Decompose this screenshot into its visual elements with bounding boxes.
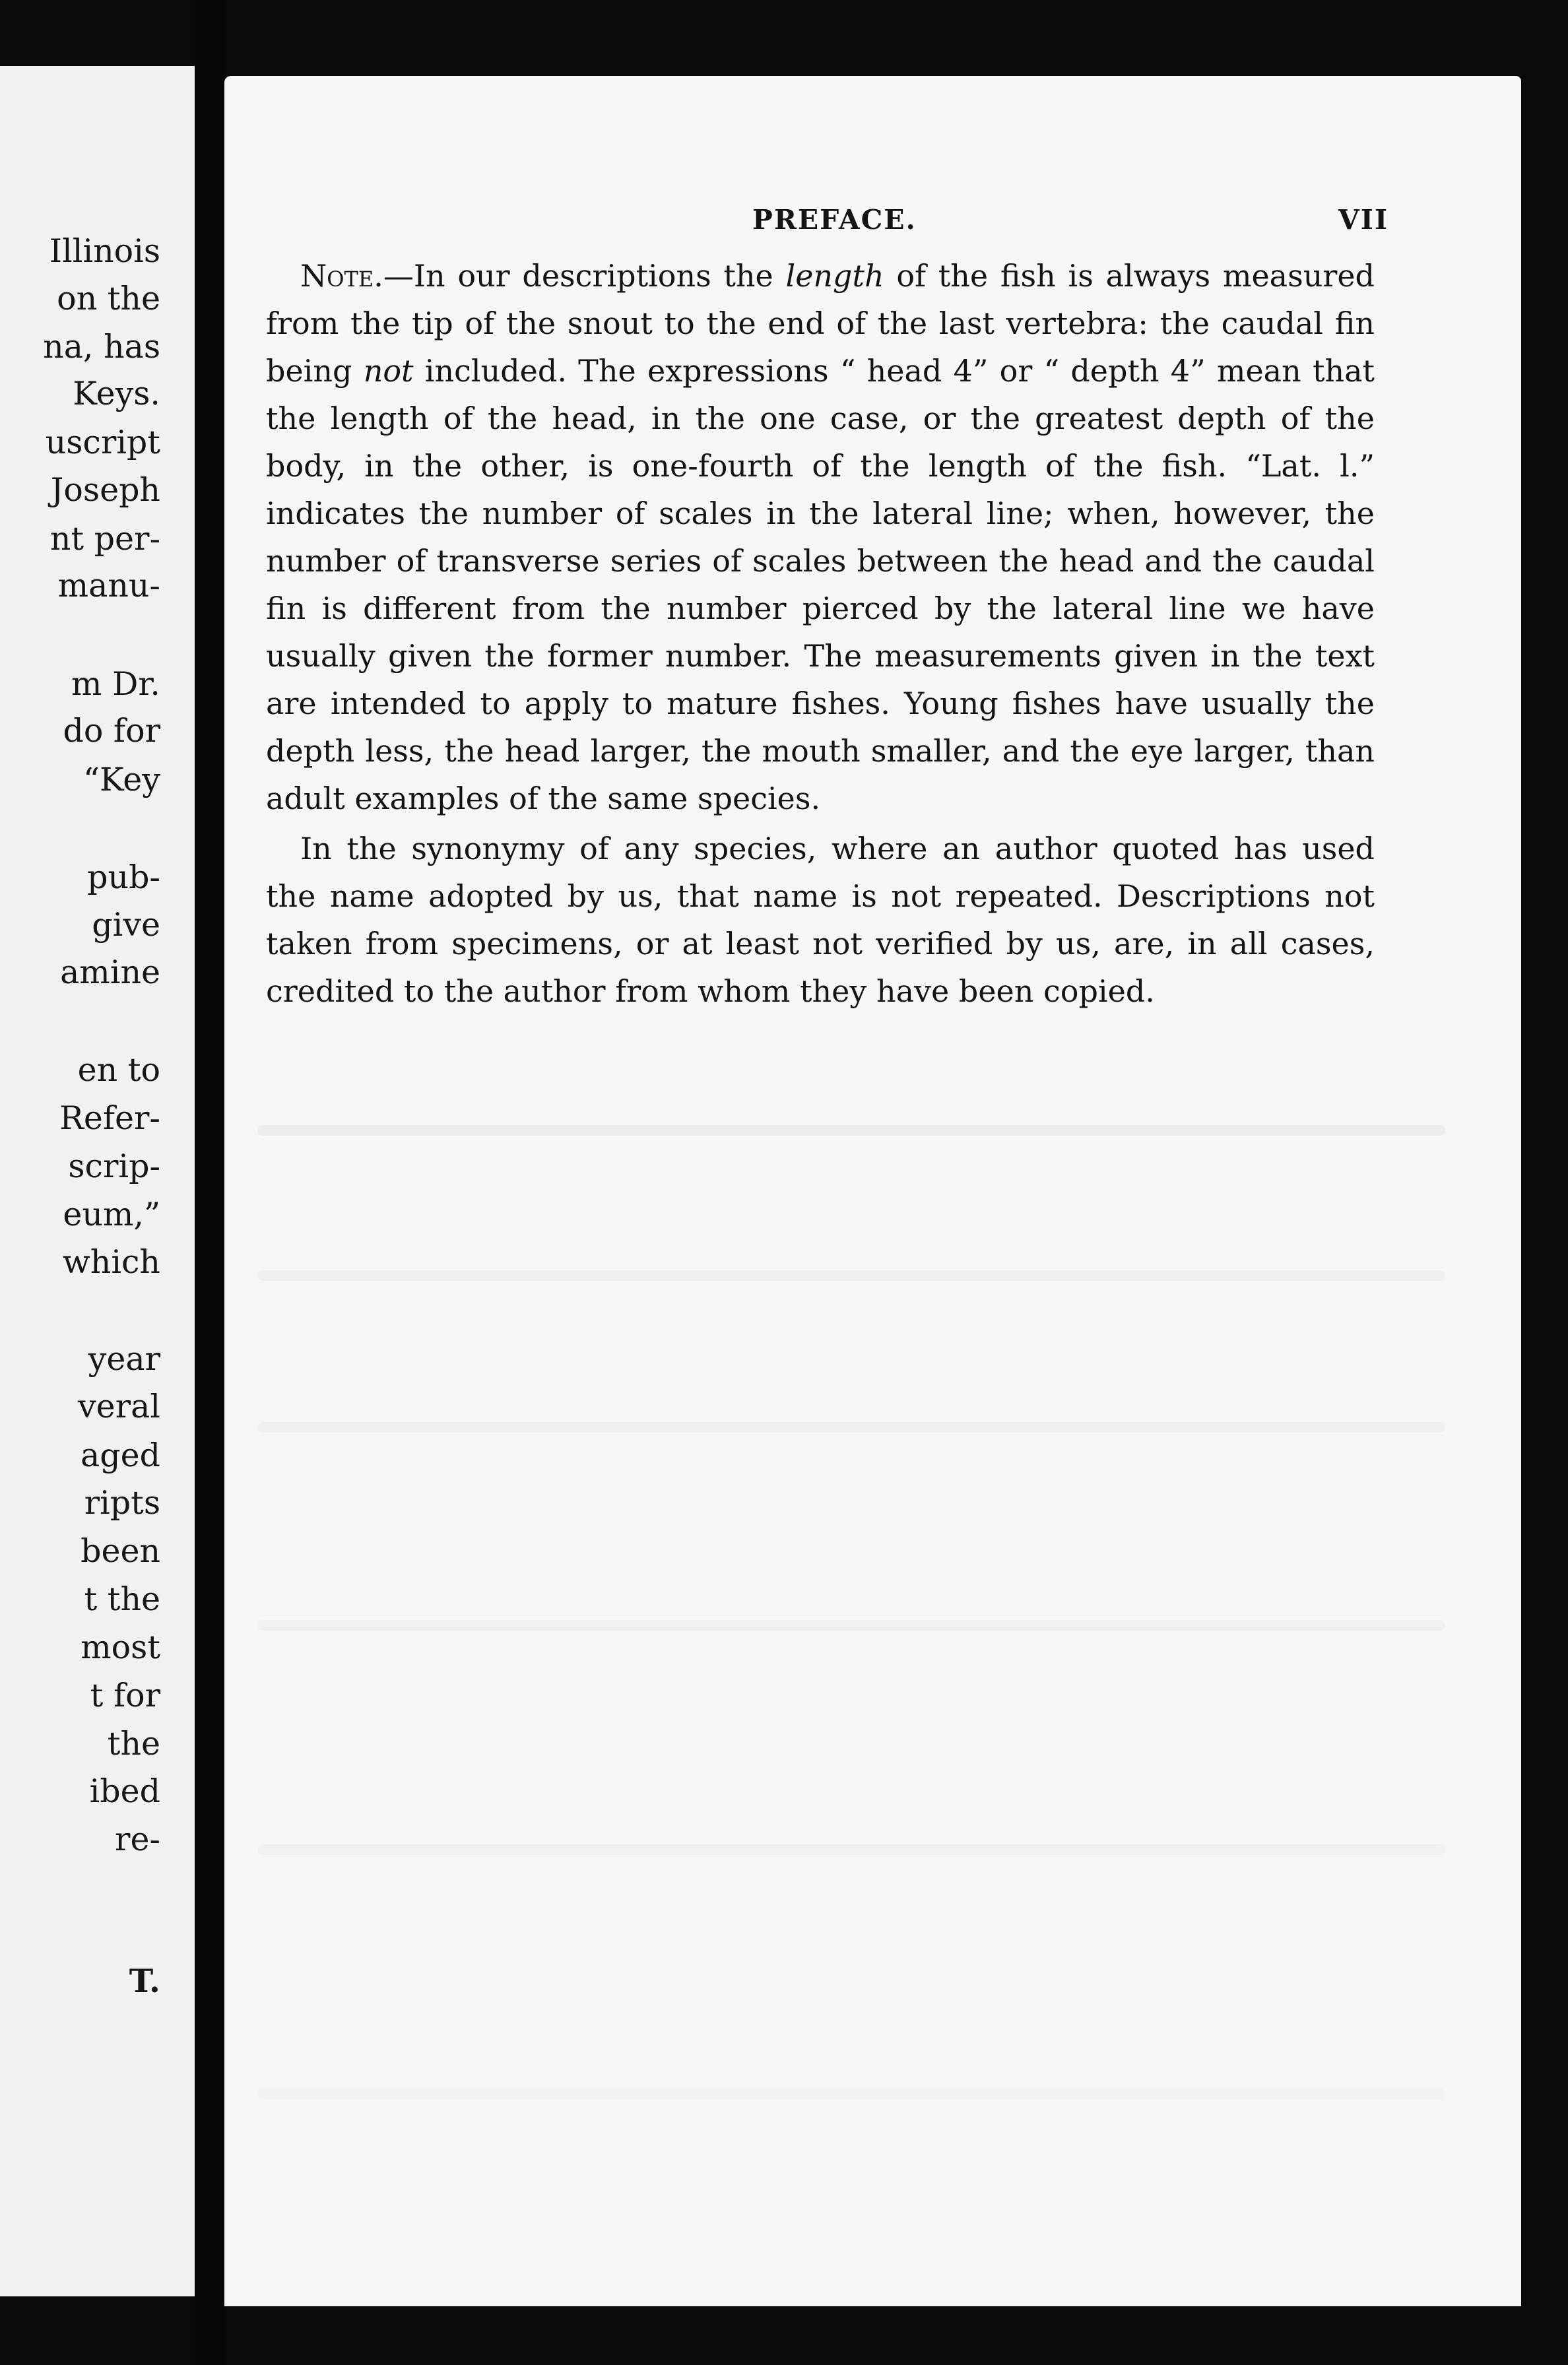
- facing-line: Keys.: [73, 375, 160, 412]
- show-through-band: [257, 2089, 1445, 2099]
- facing-line: T.: [129, 1962, 160, 2000]
- facing-line: most: [81, 1629, 160, 1666]
- facing-line: m Dr.: [71, 665, 160, 703]
- note-text: —In our descriptions the: [383, 258, 786, 294]
- facing-line: ripts: [84, 1484, 160, 1522]
- facing-line: year: [88, 1340, 160, 1378]
- facing-page-fragment: [0, 66, 195, 2296]
- facing-line: Illinois: [49, 232, 160, 270]
- facing-line: nt per-: [49, 520, 160, 558]
- facing-line: aged: [81, 1437, 160, 1474]
- facing-line: pub-: [87, 859, 160, 896]
- preface-note: [266, 252, 1375, 1015]
- note-text: of the fish is always measured from the tip of the snout to the end of the last vertebra: the caudal fin being: [266, 258, 1375, 389]
- page-number: VII: [1338, 204, 1389, 236]
- show-through-band: [257, 1844, 1445, 1855]
- facing-line: veral: [78, 1388, 160, 1425]
- facing-line: scrip-: [68, 1148, 160, 1185]
- note-text: included. The expressions “ head 4” or “ depth 4” mean that the length of the head, in the one case, or the greatest depth of the body, in the other, is one-fourth of the length of the fish. “Lat. l.” indicates the number of scales in the lateral line; when, however, the number of transverse series of scales between the head and the caudal fin is different from the number pierced by the lateral line we have usually given the former number. The measurements given in the text are intended to apply to mature fishes. Young fishes have usually the depth less, the head larger, the mouth smaller, and the eye larger, than adult examples of the same species.: [266, 353, 1375, 816]
- facing-line: which: [62, 1243, 160, 1281]
- facing-line: on the: [57, 280, 160, 317]
- facing-line: give: [92, 906, 160, 944]
- emphasis-length: length: [785, 258, 884, 294]
- facing-line: manu-: [57, 567, 160, 604]
- facing-line: t the: [84, 1580, 160, 1618]
- facing-line: Refer-: [59, 1099, 160, 1137]
- show-through-band: [257, 1422, 1445, 1433]
- running-head: PREFACE.: [752, 204, 917, 236]
- show-through-band: [257, 1125, 1445, 1136]
- facing-line: amine: [60, 954, 160, 991]
- facing-line: “Key: [82, 761, 160, 798]
- facing-line: ibed: [89, 1772, 160, 1810]
- facing-line: eum,”: [63, 1196, 160, 1233]
- facing-line: do for: [63, 712, 160, 750]
- synonymy-paragraph: In the synonymy of any species, where an author quoted has used the name adopted by us, that name is not repeated. Descriptions not taken from specimens, or at least not verified by us, are, in all cases, credited to the author from whom they have been copied.: [266, 831, 1375, 1009]
- emphasis-not: not: [363, 353, 414, 389]
- note-paragraph: [266, 252, 1375, 822]
- show-through-band: [257, 1620, 1445, 1631]
- facing-line: t for: [90, 1677, 160, 1714]
- facing-line: re-: [115, 1821, 160, 1858]
- book-gutter: [195, 0, 224, 2365]
- facing-line: uscript: [45, 424, 160, 461]
- facing-line: been: [81, 1532, 160, 1570]
- facing-line: en to: [77, 1051, 160, 1089]
- facing-line: Joseph: [50, 471, 160, 509]
- note-lead: Note.: [300, 258, 383, 294]
- preface-page: [224, 76, 1521, 2306]
- show-through-band: [257, 1270, 1445, 1281]
- facing-line: na, has: [43, 328, 160, 366]
- facing-line: the: [107, 1725, 160, 1763]
